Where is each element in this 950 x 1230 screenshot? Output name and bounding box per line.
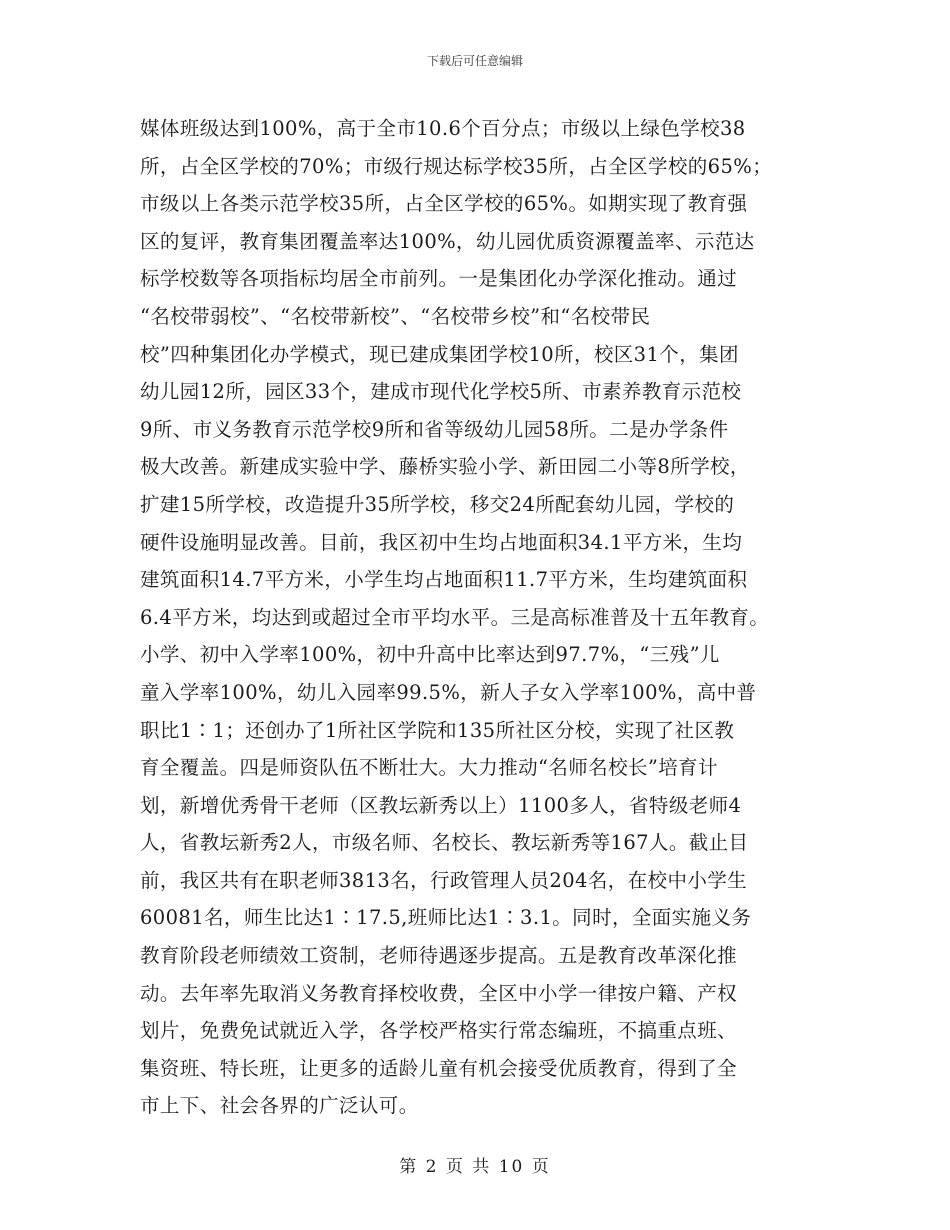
text-line: 人，省教坛新秀2人，市级名师、名校长、教坛新秀等167人。截止目 xyxy=(140,831,749,855)
text-line: 动。去年率先取消义务教育择校收费，全区中小学一律按户籍、产权 xyxy=(140,981,738,1005)
page-number-footer: 第 2 页 共 10 页 xyxy=(399,1157,551,1177)
text-line: 扩建15所学校，改造提升35所学校，移交24所配套幼儿园，学校的 xyxy=(140,492,735,516)
text-line: 9所、市义务教育示范学校9所和省等级幼儿园58所。二是办学条件 xyxy=(140,417,729,441)
text-line: 硬件设施明显改善。目前，我区初中生均占地面积34.1平方米，生均 xyxy=(140,530,743,554)
text-line: 市级以上各类示范学校35所，占全区学校的65%。如期实现了教育强 xyxy=(140,192,748,216)
text-line: 童入学率100%，幼儿入园率99.5%，新人子女入学率100%，高中普 xyxy=(140,680,757,704)
text-line: 划，新增优秀骨干老师（区教坛新秀以上）1100多人，省特级老师4 xyxy=(140,793,742,817)
text-line: 所，占全区学校的70%；市级行规达标学校35所，占全区学校的65%； xyxy=(140,154,773,178)
text-line: 60081名，师生比达1∶17.5,班师比达1∶3.1。同时，全面实施义务 xyxy=(140,906,752,930)
text-line: “名校带弱校”、“名校带新校”、“名校带乡校”和“名校带民 xyxy=(140,304,651,328)
text-line: 建筑面积14.7平方米，小学生均占地面积11.7平方米，生均建筑面积 xyxy=(140,568,748,592)
text-line: 市上下、社会各界的广泛认可。 xyxy=(140,1094,419,1118)
text-line: 职比1∶1；还创办了1所社区学院和135所社区分校，实现了社区教 xyxy=(140,718,735,742)
text-line: 划片，免费免试就近入学，各学校严格实行常态编班，不搞重点班、 xyxy=(140,1019,738,1043)
text-line: 标学校数等各项指标均居全市前列。一是集团化办学深化推动。通过 xyxy=(140,267,738,291)
text-line: 前，我区共有在职老师3813名，行政管理人员204名，在校中小学生 xyxy=(140,868,748,892)
text-line: 幼儿园12所，园区33个，建成市现代化学校5所、市素养教育示范校 xyxy=(140,380,742,404)
text-line: 极大改善。新建成实验中学、藤桥实验小学、新田园二小等8所学校， xyxy=(140,455,750,479)
text-line: 育全覆盖。四是师资队伍不断壮大。大力推动“名师名校长”培育计 xyxy=(140,756,718,780)
text-line: 教育阶段老师绩效工资制，老师待遇逐步提高。五是教育改革深化推 xyxy=(140,944,738,968)
text-line: 小学、初中入学率100%，初中升高中比率达到97.7%，“三残”儿 xyxy=(140,643,720,667)
text-line: 6.4平方米，均达到或超过全市平均水平。三是高标准普及十五年教育。 xyxy=(140,605,770,629)
text-line: 媒体班级达到100%，高于全市10.6个百分点；市级以上绿色学校38 xyxy=(140,117,746,140)
text-line: 集资班、特长班，让更多的适龄儿童有机会接受优质教育，得到了全 xyxy=(140,1056,738,1080)
document-body xyxy=(140,110,830,1125)
page-header: 下载后可任意编辑 xyxy=(426,54,523,68)
text-line: 校”四种集团化办学模式，现已建成集团学校10所，校区31个，集团 xyxy=(140,342,739,366)
text-line: 区的复评，教育集团覆盖率达100%，幼儿园优质资源覆盖率、示范达 xyxy=(140,229,755,253)
